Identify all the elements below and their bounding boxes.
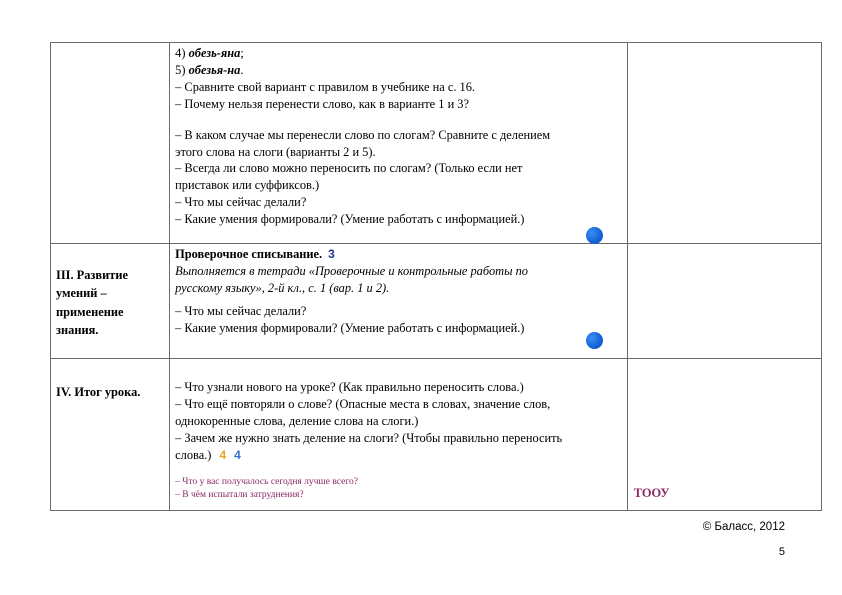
stage-title: [51, 359, 169, 401]
task-description: русскому языку», 2-й кл., с. 1 (вар. 1 и 2).: [175, 280, 390, 295]
question-line: этого слова на слоги (варианты 2 и 5).: [175, 144, 376, 159]
question-line: – Сравните свой вариант с правилом в учебнике на с. 16.: [175, 79, 476, 94]
stage-cell: [51, 244, 170, 359]
question-line: – Что узнали нового на уроке? (Как правильно переносить слова.): [175, 380, 524, 394]
question-line-text: слова.): [175, 447, 212, 462]
content-cell: [170, 244, 628, 359]
item-4-word: обезь-яна: [188, 46, 241, 60]
table-row: [51, 359, 822, 511]
question-line: – В каком случае мы перенесли слово по слогам? Сравните с делением: [175, 127, 551, 142]
content-cell: [170, 359, 628, 511]
task-description: Выполняется в тетради «Проверочные и контрольные работы по: [175, 263, 528, 278]
question-line: однокоренные слова, деление слова на слоги.): [175, 413, 419, 428]
item-5-suffix: .: [240, 62, 244, 77]
task-heading: [175, 246, 627, 263]
item-5: [175, 62, 627, 79]
question-line-last: [175, 447, 627, 464]
question-line: – Зачем же нужно знать деление на слоги? (Чтобы правильно переносить: [175, 430, 563, 445]
question-line: – Почему нельзя перенести слово, как в варианте 1 и 3?: [175, 96, 469, 111]
question-line: – Что ещё повторяли о слове? (Опасные места в словах, значение слов,: [175, 396, 551, 411]
stage-title: [51, 244, 169, 339]
copyright: © Баласс, 2012: [702, 521, 785, 533]
table-row: [51, 244, 822, 359]
reflection-question: – В чём испытали затруднения?: [175, 489, 304, 500]
content-cell: [170, 43, 628, 244]
note-label: ТООУ: [633, 486, 670, 500]
item-4-prefix: 4): [175, 46, 189, 60]
question-line: – Всегда ли слово можно переносить по слогам? (Только если нет: [175, 161, 523, 176]
notes-cell: [627, 43, 821, 244]
item-5-word: обезья-на: [188, 62, 241, 77]
task-title: Проверочное списывание.: [175, 247, 323, 261]
step-number-orange: 4: [219, 447, 227, 462]
stage-title-line: знания.: [56, 322, 99, 337]
question-line: – Что мы сейчас делали?: [175, 303, 307, 318]
stage-title-line: применение: [56, 304, 124, 319]
item-4: [175, 45, 627, 62]
step-number-blue: 4: [234, 447, 241, 462]
question-line: – Что мы сейчас делали?: [175, 195, 307, 210]
lesson-table: [50, 42, 822, 511]
stage-title-line: III. Развитие: [56, 268, 128, 282]
stage-title-line: IV. Итог урока.: [56, 385, 141, 399]
task-number: 3: [328, 247, 335, 261]
item-4-suffix: ;: [240, 46, 244, 60]
item-5-prefix: 5): [175, 62, 189, 77]
blue-circle-marker[interactable]: [586, 227, 603, 244]
stage-cell: [51, 43, 170, 244]
notes-cell: [627, 359, 821, 511]
notes-cell: [627, 244, 821, 359]
stage-title-line: умений –: [56, 286, 107, 301]
blue-circle-marker[interactable]: [586, 332, 603, 349]
reflection-question: – Что у вас получалось сегодня лучше всего?: [175, 476, 358, 487]
table-row: [51, 43, 822, 244]
question-line: – Какие умения формировали? (Умение работать с информацией.): [175, 320, 525, 335]
question-line: приставок или суффиксов.): [175, 178, 320, 193]
page-number: 5: [778, 546, 785, 558]
question-line: – Какие умения формировали? (Умение работать с информацией.): [175, 212, 525, 227]
stage-cell: [51, 359, 170, 511]
